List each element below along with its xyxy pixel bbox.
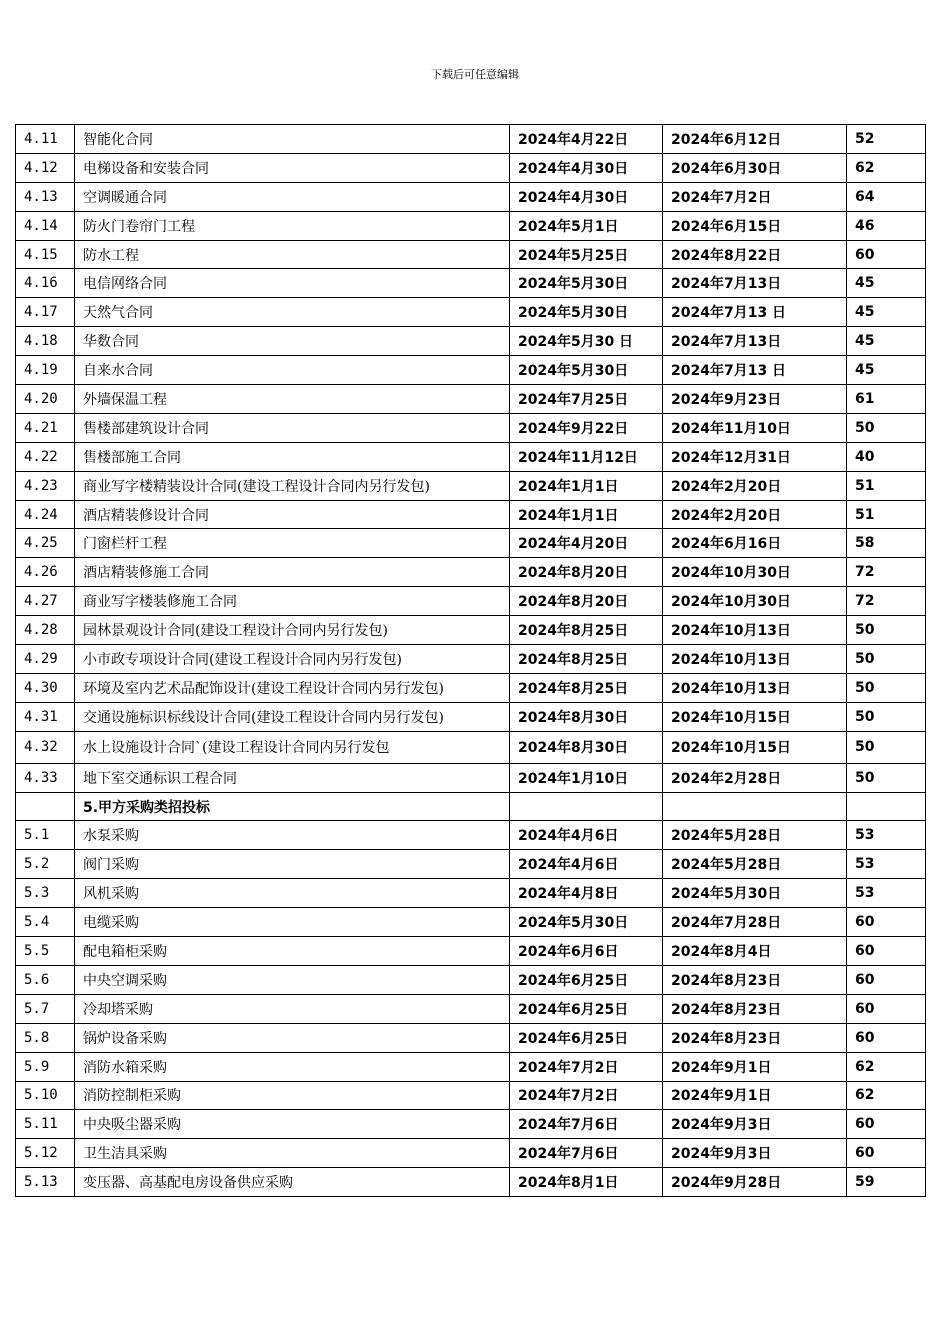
start-date-cell: 2024年6月25日	[510, 994, 663, 1023]
item-name-cell: 冷却塔采购	[75, 994, 510, 1023]
table-row	[16, 1052, 926, 1081]
start-date-cell: 2024年4月8日	[510, 879, 663, 908]
item-name-cell: 消防控制柜采购	[75, 1081, 510, 1110]
duration-days-cell: 45	[847, 298, 926, 327]
start-date-cell: 2024年4月30日	[510, 153, 663, 182]
end-date-cell: 2024年9月3日	[663, 1139, 847, 1168]
end-date-cell: 2024年5月28日	[663, 821, 847, 850]
schedule-table	[15, 124, 926, 1197]
end-date-cell: 2024年7月13日	[663, 269, 847, 298]
duration-days-cell: 45	[847, 327, 926, 356]
end-date-cell: 2024年6月30日	[663, 153, 847, 182]
duration-days-cell: 46	[847, 211, 926, 240]
table-row	[16, 821, 926, 850]
item-name-cell: 华数合同	[75, 327, 510, 356]
duration-days-cell: 60	[847, 965, 926, 994]
duration-days-cell: 50	[847, 731, 926, 763]
table-row	[16, 994, 926, 1023]
row-number-cell: 4.11	[16, 125, 75, 154]
row-number-cell: 5.2	[16, 850, 75, 879]
table-row	[16, 1110, 926, 1139]
item-name-cell: 电信网络合同	[75, 269, 510, 298]
end-date-cell: 2024年9月3日	[663, 1110, 847, 1139]
row-number-cell: 5.11	[16, 1110, 75, 1139]
row-number-cell: 4.12	[16, 153, 75, 182]
duration-days-cell: 60	[847, 1023, 926, 1052]
start-date-cell	[510, 792, 663, 821]
item-name-cell: 环境及室内艺术品配饰设计(建设工程设计合同内另行发包)	[75, 673, 510, 702]
start-date-cell: 2024年1月1日	[510, 471, 663, 500]
end-date-cell: 2024年8月23日	[663, 965, 847, 994]
start-date-cell: 2024年4月30日	[510, 182, 663, 211]
item-name-cell: 防火门卷帘门工程	[75, 211, 510, 240]
row-number-cell: 4.30	[16, 673, 75, 702]
start-date-cell: 2024年8月1日	[510, 1168, 663, 1197]
end-date-cell: 2024年8月22日	[663, 240, 847, 269]
start-date-cell: 2024年4月20日	[510, 529, 663, 558]
row-number-cell: 4.16	[16, 269, 75, 298]
end-date-cell: 2024年7月13日	[663, 327, 847, 356]
item-name-cell: 风机采购	[75, 879, 510, 908]
table-row	[16, 500, 926, 529]
start-date-cell: 2024年1月10日	[510, 763, 663, 792]
item-name-cell: 水泵采购	[75, 821, 510, 850]
duration-days-cell: 62	[847, 1052, 926, 1081]
start-date-cell: 2024年5月30日	[510, 269, 663, 298]
table-row	[16, 182, 926, 211]
table-row	[16, 153, 926, 182]
row-number-cell: 4.33	[16, 763, 75, 792]
row-number-cell: 4.29	[16, 645, 75, 674]
end-date-cell: 2024年10月13日	[663, 616, 847, 645]
table-row	[16, 125, 926, 154]
end-date-cell	[663, 792, 847, 821]
start-date-cell: 2024年5月30 日	[510, 327, 663, 356]
end-date-cell: 2024年6月16日	[663, 529, 847, 558]
row-number-cell: 5.13	[16, 1168, 75, 1197]
item-name-cell: 变压器、高基配电房设备供应采购	[75, 1168, 510, 1197]
duration-days-cell: 50	[847, 763, 926, 792]
start-date-cell: 2024年5月1日	[510, 211, 663, 240]
duration-days-cell: 53	[847, 821, 926, 850]
duration-days-cell: 50	[847, 702, 926, 731]
duration-days-cell: 50	[847, 616, 926, 645]
end-date-cell: 2024年2月20日	[663, 500, 847, 529]
duration-days-cell: 51	[847, 500, 926, 529]
row-number-cell: 5.4	[16, 908, 75, 937]
end-date-cell: 2024年11月10日	[663, 413, 847, 442]
item-name-cell: 商业写字楼装修施工合同	[75, 587, 510, 616]
start-date-cell: 2024年9月22日	[510, 413, 663, 442]
start-date-cell: 2024年6月25日	[510, 1023, 663, 1052]
end-date-cell: 2024年9月1日	[663, 1081, 847, 1110]
start-date-cell: 2024年8月20日	[510, 587, 663, 616]
start-date-cell: 2024年7月2日	[510, 1081, 663, 1110]
table-row	[16, 442, 926, 471]
item-name-cell: 外墙保温工程	[75, 385, 510, 414]
start-date-cell: 2024年8月30日	[510, 731, 663, 763]
start-date-cell: 2024年6月25日	[510, 965, 663, 994]
item-name-cell: 中央吸尘器采购	[75, 1110, 510, 1139]
row-number-cell: 5.8	[16, 1023, 75, 1052]
start-date-cell: 2024年8月25日	[510, 616, 663, 645]
row-number-cell: 5.3	[16, 879, 75, 908]
end-date-cell: 2024年7月28日	[663, 908, 847, 937]
duration-days-cell: 53	[847, 850, 926, 879]
row-number-cell: 4.24	[16, 500, 75, 529]
item-name-cell: 自来水合同	[75, 356, 510, 385]
row-number-cell: 5.10	[16, 1081, 75, 1110]
table-row	[16, 879, 926, 908]
end-date-cell: 2024年9月28日	[663, 1168, 847, 1197]
item-name-cell: 售楼部建筑设计合同	[75, 413, 510, 442]
start-date-cell: 2024年8月20日	[510, 558, 663, 587]
row-number-cell: 4.20	[16, 385, 75, 414]
duration-days-cell: 60	[847, 1139, 926, 1168]
item-name-cell: 门窗栏杆工程	[75, 529, 510, 558]
duration-days-cell: 60	[847, 994, 926, 1023]
row-number-cell: 4.15	[16, 240, 75, 269]
table-row	[16, 965, 926, 994]
table-row	[16, 1081, 926, 1110]
end-date-cell: 2024年6月15日	[663, 211, 847, 240]
start-date-cell: 2024年5月25日	[510, 240, 663, 269]
start-date-cell: 2024年7月6日	[510, 1110, 663, 1139]
duration-days-cell: 40	[847, 442, 926, 471]
row-number-cell: 5.1	[16, 821, 75, 850]
duration-days-cell: 51	[847, 471, 926, 500]
duration-days-cell: 62	[847, 1081, 926, 1110]
end-date-cell: 2024年2月20日	[663, 471, 847, 500]
end-date-cell: 2024年5月30日	[663, 879, 847, 908]
end-date-cell: 2024年9月1日	[663, 1052, 847, 1081]
table-row	[16, 702, 926, 731]
table-row	[16, 240, 926, 269]
duration-days-cell	[847, 792, 926, 821]
table-row	[16, 211, 926, 240]
item-name-cell: 水上设施设计合同`(建设工程设计合同内另行发包	[75, 731, 510, 763]
end-date-cell: 2024年5月28日	[663, 850, 847, 879]
start-date-cell: 2024年5月30日	[510, 908, 663, 937]
item-name-cell: 售楼部施工合同	[75, 442, 510, 471]
table-row	[16, 356, 926, 385]
end-date-cell: 2024年10月13日	[663, 645, 847, 674]
row-number-cell: 4.26	[16, 558, 75, 587]
row-number-cell: 4.17	[16, 298, 75, 327]
duration-days-cell: 60	[847, 240, 926, 269]
table-row	[16, 385, 926, 414]
table-row	[16, 1168, 926, 1197]
table-row	[16, 1139, 926, 1168]
table-row	[16, 587, 926, 616]
row-number-cell: 4.23	[16, 471, 75, 500]
start-date-cell: 2024年11月12日	[510, 442, 663, 471]
item-name-cell: 商业写字楼精装设计合同(建设工程设计合同内另行发包)	[75, 471, 510, 500]
end-date-cell: 2024年7月13 日	[663, 298, 847, 327]
table-row	[16, 850, 926, 879]
duration-days-cell: 50	[847, 645, 926, 674]
table-row	[16, 413, 926, 442]
start-date-cell: 2024年1月1日	[510, 500, 663, 529]
start-date-cell: 2024年6月6日	[510, 937, 663, 966]
duration-days-cell: 45	[847, 269, 926, 298]
start-date-cell: 2024年4月6日	[510, 850, 663, 879]
start-date-cell: 2024年8月25日	[510, 673, 663, 702]
item-name-cell: 电缆采购	[75, 908, 510, 937]
item-name-cell: 地下室交通标识工程合同	[75, 763, 510, 792]
page-header-note: 下载后可任意编辑	[431, 68, 519, 81]
item-name-cell: 锅炉设备采购	[75, 1023, 510, 1052]
start-date-cell: 2024年8月30日	[510, 702, 663, 731]
end-date-cell: 2024年10月15日	[663, 731, 847, 763]
duration-days-cell: 64	[847, 182, 926, 211]
end-date-cell: 2024年12月31日	[663, 442, 847, 471]
table-row	[16, 937, 926, 966]
item-name-cell: 中央空调采购	[75, 965, 510, 994]
table-row	[16, 731, 926, 763]
section-title-cell: 5.甲方采购类招投标	[75, 792, 510, 821]
table-row	[16, 763, 926, 792]
end-date-cell: 2024年2月28日	[663, 763, 847, 792]
duration-days-cell: 60	[847, 937, 926, 966]
row-number-cell: 4.18	[16, 327, 75, 356]
row-number-cell	[16, 792, 75, 821]
row-number-cell: 4.21	[16, 413, 75, 442]
end-date-cell: 2024年10月30日	[663, 587, 847, 616]
duration-days-cell: 72	[847, 558, 926, 587]
duration-days-cell: 53	[847, 879, 926, 908]
table-row	[16, 529, 926, 558]
duration-days-cell: 62	[847, 153, 926, 182]
item-name-cell: 交通设施标识标线设计合同(建设工程设计合同内另行发包)	[75, 702, 510, 731]
item-name-cell: 消防水箱采购	[75, 1052, 510, 1081]
table-row	[16, 298, 926, 327]
table-row	[16, 673, 926, 702]
row-number-cell: 4.22	[16, 442, 75, 471]
row-number-cell: 5.6	[16, 965, 75, 994]
table-row	[16, 1023, 926, 1052]
table-row	[16, 908, 926, 937]
start-date-cell: 2024年7月2日	[510, 1052, 663, 1081]
table-row	[16, 645, 926, 674]
item-name-cell: 阀门采购	[75, 850, 510, 879]
item-name-cell: 酒店精装修设计合同	[75, 500, 510, 529]
row-number-cell: 5.7	[16, 994, 75, 1023]
end-date-cell: 2024年9月23日	[663, 385, 847, 414]
item-name-cell: 空调暖通合同	[75, 182, 510, 211]
row-number-cell: 4.28	[16, 616, 75, 645]
table-row	[16, 471, 926, 500]
item-name-cell: 智能化合同	[75, 125, 510, 154]
row-number-cell: 5.9	[16, 1052, 75, 1081]
duration-days-cell: 60	[847, 908, 926, 937]
section-header-row	[16, 792, 926, 821]
end-date-cell: 2024年6月12日	[663, 125, 847, 154]
item-name-cell: 园林景观设计合同(建设工程设计合同内另行发包)	[75, 616, 510, 645]
duration-days-cell: 50	[847, 413, 926, 442]
duration-days-cell: 58	[847, 529, 926, 558]
item-name-cell: 配电箱柜采购	[75, 937, 510, 966]
table-row	[16, 327, 926, 356]
start-date-cell: 2024年4月22日	[510, 125, 663, 154]
table-row	[16, 616, 926, 645]
item-name-cell: 防水工程	[75, 240, 510, 269]
start-date-cell: 2024年7月6日	[510, 1139, 663, 1168]
end-date-cell: 2024年7月2日	[663, 182, 847, 211]
table-row	[16, 269, 926, 298]
item-name-cell: 小市政专项设计合同(建设工程设计合同内另行发包)	[75, 645, 510, 674]
row-number-cell: 5.12	[16, 1139, 75, 1168]
item-name-cell: 酒店精装修施工合同	[75, 558, 510, 587]
row-number-cell: 4.19	[16, 356, 75, 385]
end-date-cell: 2024年8月4日	[663, 937, 847, 966]
duration-days-cell: 61	[847, 385, 926, 414]
row-number-cell: 4.31	[16, 702, 75, 731]
end-date-cell: 2024年8月23日	[663, 1023, 847, 1052]
start-date-cell: 2024年5月30日	[510, 298, 663, 327]
row-number-cell: 4.14	[16, 211, 75, 240]
duration-days-cell: 59	[847, 1168, 926, 1197]
row-number-cell: 4.32	[16, 731, 75, 763]
end-date-cell: 2024年10月13日	[663, 673, 847, 702]
end-date-cell: 2024年7月13 日	[663, 356, 847, 385]
item-name-cell: 卫生洁具采购	[75, 1139, 510, 1168]
start-date-cell: 2024年4月6日	[510, 821, 663, 850]
item-name-cell: 天然气合同	[75, 298, 510, 327]
table-row	[16, 558, 926, 587]
row-number-cell: 4.25	[16, 529, 75, 558]
end-date-cell: 2024年10月30日	[663, 558, 847, 587]
row-number-cell: 4.27	[16, 587, 75, 616]
row-number-cell: 4.13	[16, 182, 75, 211]
duration-days-cell: 50	[847, 673, 926, 702]
end-date-cell: 2024年8月23日	[663, 994, 847, 1023]
duration-days-cell: 52	[847, 125, 926, 154]
start-date-cell: 2024年8月25日	[510, 645, 663, 674]
item-name-cell: 电梯设备和安装合同	[75, 153, 510, 182]
duration-days-cell: 60	[847, 1110, 926, 1139]
row-number-cell: 5.5	[16, 937, 75, 966]
duration-days-cell: 45	[847, 356, 926, 385]
schedule-table-body	[16, 125, 926, 1197]
start-date-cell: 2024年7月25日	[510, 385, 663, 414]
start-date-cell: 2024年5月30日	[510, 356, 663, 385]
end-date-cell: 2024年10月15日	[663, 702, 847, 731]
duration-days-cell: 72	[847, 587, 926, 616]
